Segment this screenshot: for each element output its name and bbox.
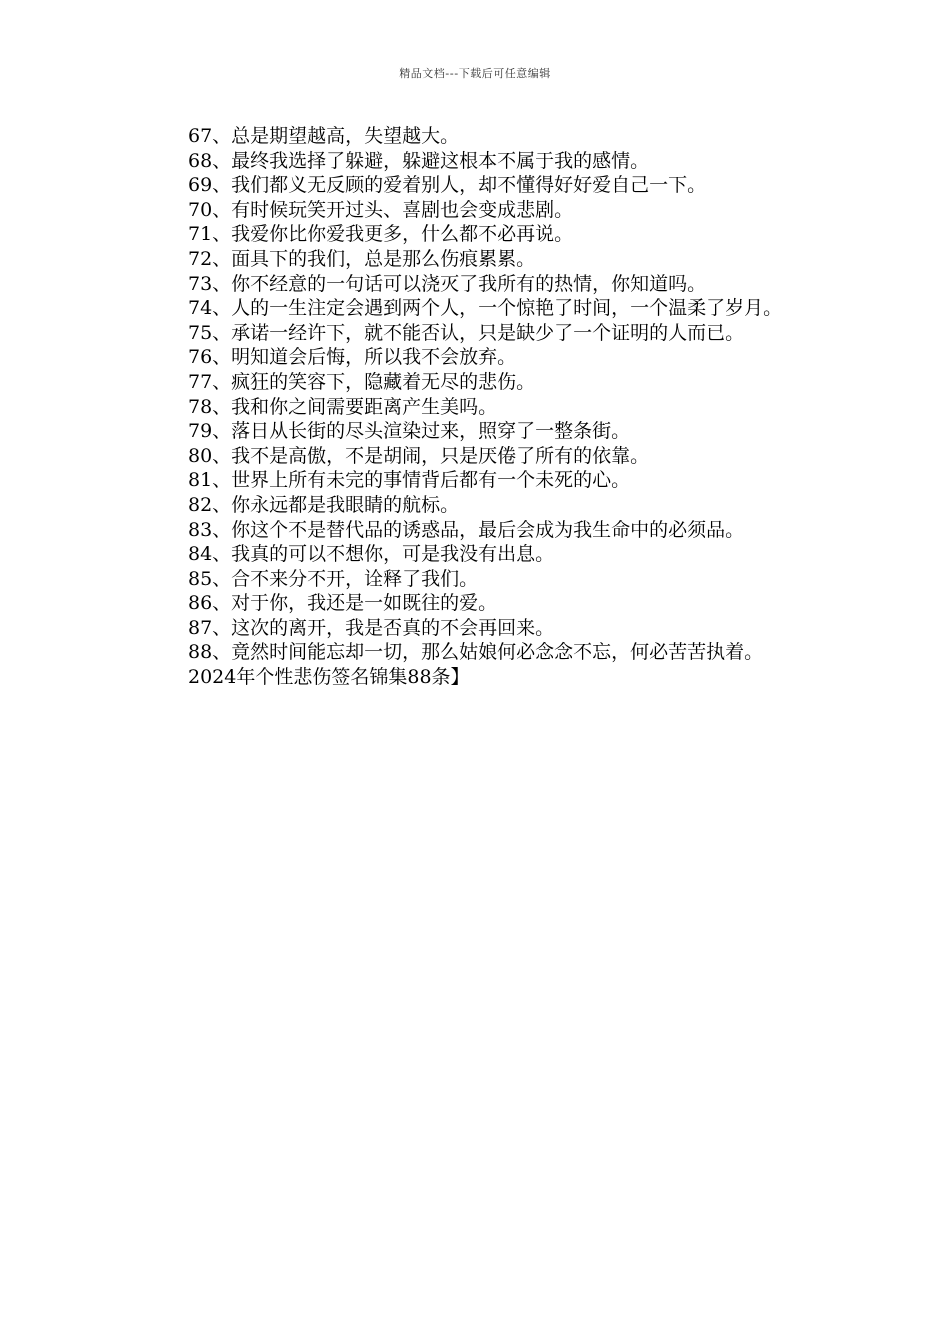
paragraph: 70、有时候玩笑开过头、喜剧也会变成悲剧。 [188,198,574,221]
paragraph: 69、我们都义无反顾的爱着别人，却不懂得好好爱自己一下。 [188,174,707,197]
paragraph: 83、你这个不是替代品的诱惑品，最后会成为我生命中的必须品。 [188,518,745,541]
paragraph: 87、这次的离开，我是否真的不会再回来。 [188,616,555,639]
paragraph: 71、我爱你比你爱我更多，什么都不必再说。 [188,223,574,246]
paragraph: 84、我真的可以不想你，可是我没有出息。 [188,543,555,566]
document-footer-title: 2024年个性悲伤签名锦集88条】 [188,666,470,689]
paragraph: 80、我不是高傲，不是胡闹，只是厌倦了所有的依靠。 [188,444,650,467]
paragraph: 74、人的一生注定会遇到两个人，一个惊艳了时间，一个温柔了岁月。 [188,297,783,320]
paragraph: 72、面具下的我们，总是那么伤痕累累。 [188,247,536,270]
paragraph: 86、对于你，我还是一如既往的爱。 [188,592,498,615]
paragraph: 82、你永远都是我眼睛的航标。 [188,493,460,516]
paragraph: 79、落日从长街的尽头渲染过来，照穿了一整条街。 [188,420,631,443]
paragraph: 73、你不经意的一句话可以浇灭了我所有的热情，你知道吗。 [188,272,707,295]
paragraph: 78、我和你之间需要距离产生美吗。 [188,395,498,418]
paragraph: 75、承诺一经许下，就不能否认，只是缺少了一个证明的人而已。 [188,321,745,344]
paragraph: 85、合不来分不开，诠释了我们。 [188,567,479,590]
paragraph: 88、竟然时间能忘却一切，那么姑娘何必念念不忘，何必苦苦执着。 [188,641,764,664]
paragraph: 76、明知道会后悔，所以我不会放弃。 [188,346,517,369]
page-header: 精品文档---下载后可任意编辑 [399,67,551,80]
paragraph: 77、疯狂的笑容下，隐藏着无尽的悲伤。 [188,370,536,393]
paragraph: 68、最终我选择了躲避，躲避这根本不属于我的感情。 [188,149,650,172]
paragraph: 81、世界上所有未完的事情背后都有一个未死的心。 [188,469,631,492]
document-body [146,124,808,690]
paragraph: 67、总是期望越高，失望越大。 [188,125,460,147]
